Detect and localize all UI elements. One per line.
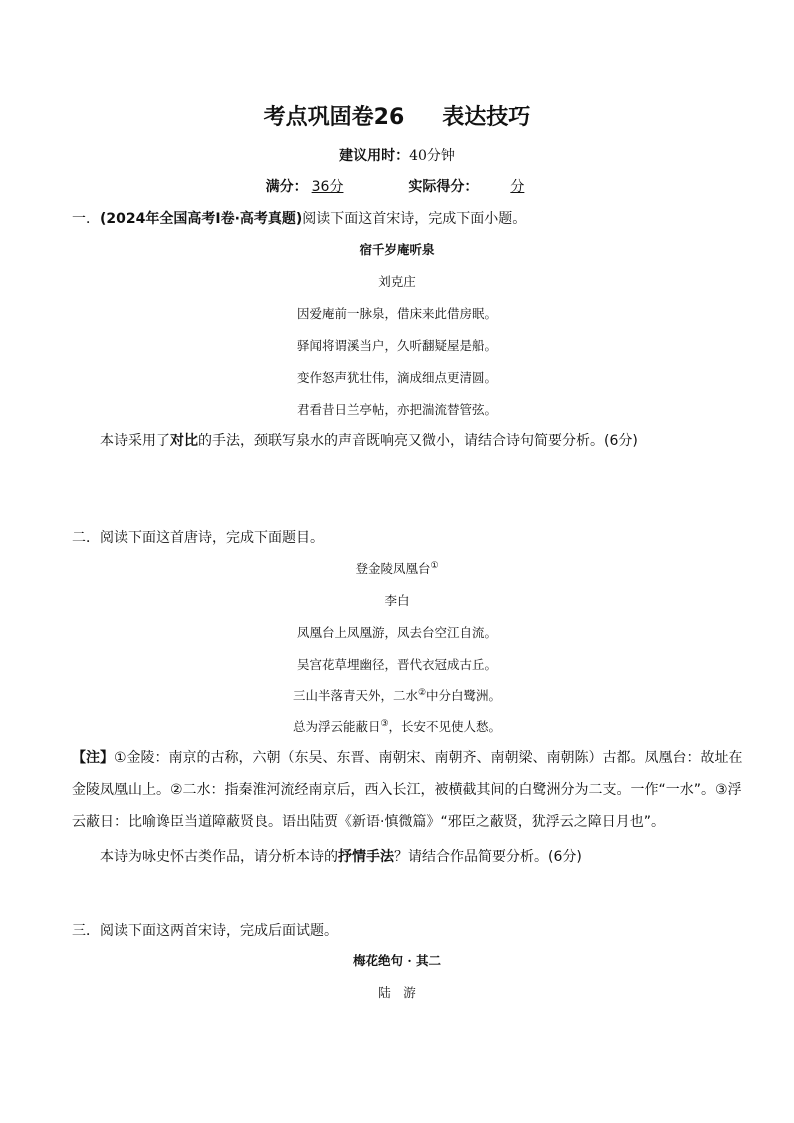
q2-number: 二． (72, 530, 100, 546)
actual-score-label: 实际得分： (408, 179, 479, 195)
q2-poem-title (0, 559, 794, 577)
q3-poem-title: 梅花绝句 · 其二 (352, 953, 442, 968)
q2-poem-line: 吴宫花草埋幽径，晋代衣冠成古丘。 (296, 657, 497, 672)
q2-poem-author: 李白 (384, 593, 410, 608)
q1-task-text-rest: 的手法，颈联写泉水的声音既响亮又微小，请结合诗句简要分析。(6分) (198, 433, 638, 449)
q1-poem-line: 驿闻将谓溪当户，久听翻疑屋是船。 (296, 338, 497, 353)
q2-line4-a: 总为浮云能蔽日 (292, 719, 381, 734)
note-text: ①金陵：南京的古称，六朝（东吴、东晋、南朝宋、南朝齐、南朝梁、南朝陈）古都。凤凰台：故址在金陵凤凰山上。②二水：指秦淮河流经南京后，西入长江，被横截其间的白鹭洲分为二支。一作“一水”。③浮云蔽日：比喻谗臣当道障蔽贤良。语出陆贾《新语·慎微篇》“邪臣之蔽贤，犹浮云之障日月也”。 (72, 750, 743, 830)
q1-number: 一． (72, 211, 100, 227)
q2-task-keyword: 抒情手法 (338, 849, 394, 865)
q2-line3-a: 三山半落青天外，二水 (292, 688, 418, 703)
q3-intro (72, 920, 338, 940)
time-label: 建议用时： (339, 148, 410, 164)
q1-task-text: 本诗采用了 (100, 433, 170, 449)
q1-instruction: 阅读下面这首宋诗，完成下面小题。 (302, 211, 527, 227)
q1-poem-line: 君看昔日兰亭帖，亦把湍流替管弦。 (296, 402, 497, 417)
full-score-label: 满分： (265, 179, 308, 195)
q1-source: (2024年全国高考Ⅰ卷·高考真题) (100, 211, 303, 227)
full-score-value: 36分 (311, 179, 344, 195)
q1-poem-title: 宿千岁庵听泉 (359, 242, 435, 257)
note-label: 【注】 (72, 750, 114, 766)
page-title (0, 100, 794, 131)
q1-intro (72, 208, 526, 228)
q2-line4-b: ，长安不见使人愁。 (388, 719, 502, 734)
q1-poem-line: 因爱庵前一脉泉，借床来此借房眠。 (296, 306, 497, 321)
q2-task (100, 846, 582, 866)
q2-annotation (72, 742, 748, 838)
title-topic: 表达技巧 (442, 105, 531, 130)
suggested-time (0, 145, 794, 165)
score-line (0, 176, 794, 196)
actual-score-value: 分 (510, 179, 525, 195)
q3-instruction: 阅读下面这两首宋诗，完成后面试题。 (100, 923, 338, 939)
q1-poem-author: 刘克庄 (378, 274, 416, 289)
q1-task-keyword: 对比 (170, 433, 198, 449)
q1-poem-line: 变作怒声犹壮伟，滴成细点更清圆。 (296, 370, 497, 385)
q2-poem-line: 凤凰台上凤凰游，凤去台空江自流。 (296, 625, 497, 640)
q2-intro (72, 527, 324, 547)
q2-poem-line (0, 717, 794, 735)
q3-number: 三． (72, 923, 100, 939)
q1-task (100, 430, 638, 450)
q2-task-text: 本诗为咏史怀古类作品，请分析本诗的 (100, 849, 338, 865)
title-main: 考点巩固卷26 (263, 105, 405, 130)
time-value: 40分钟 (409, 148, 455, 164)
note-marker-1: ① (430, 560, 439, 571)
note-marker-2: ② (417, 687, 427, 698)
q3-poem-author: 陆 游 (378, 985, 416, 1000)
q2-poem-line (0, 686, 794, 704)
q2-instruction: 阅读下面这首唐诗，完成下面题目。 (100, 530, 324, 546)
q2-poem-title-text: 登金陵凤凰台 (355, 561, 431, 576)
note-marker-3: ③ (380, 718, 389, 729)
q2-task-text-rest: ？请结合作品简要分析。(6分) (394, 849, 582, 865)
q2-line3-b: 中分白鹭洲。 (426, 688, 502, 703)
